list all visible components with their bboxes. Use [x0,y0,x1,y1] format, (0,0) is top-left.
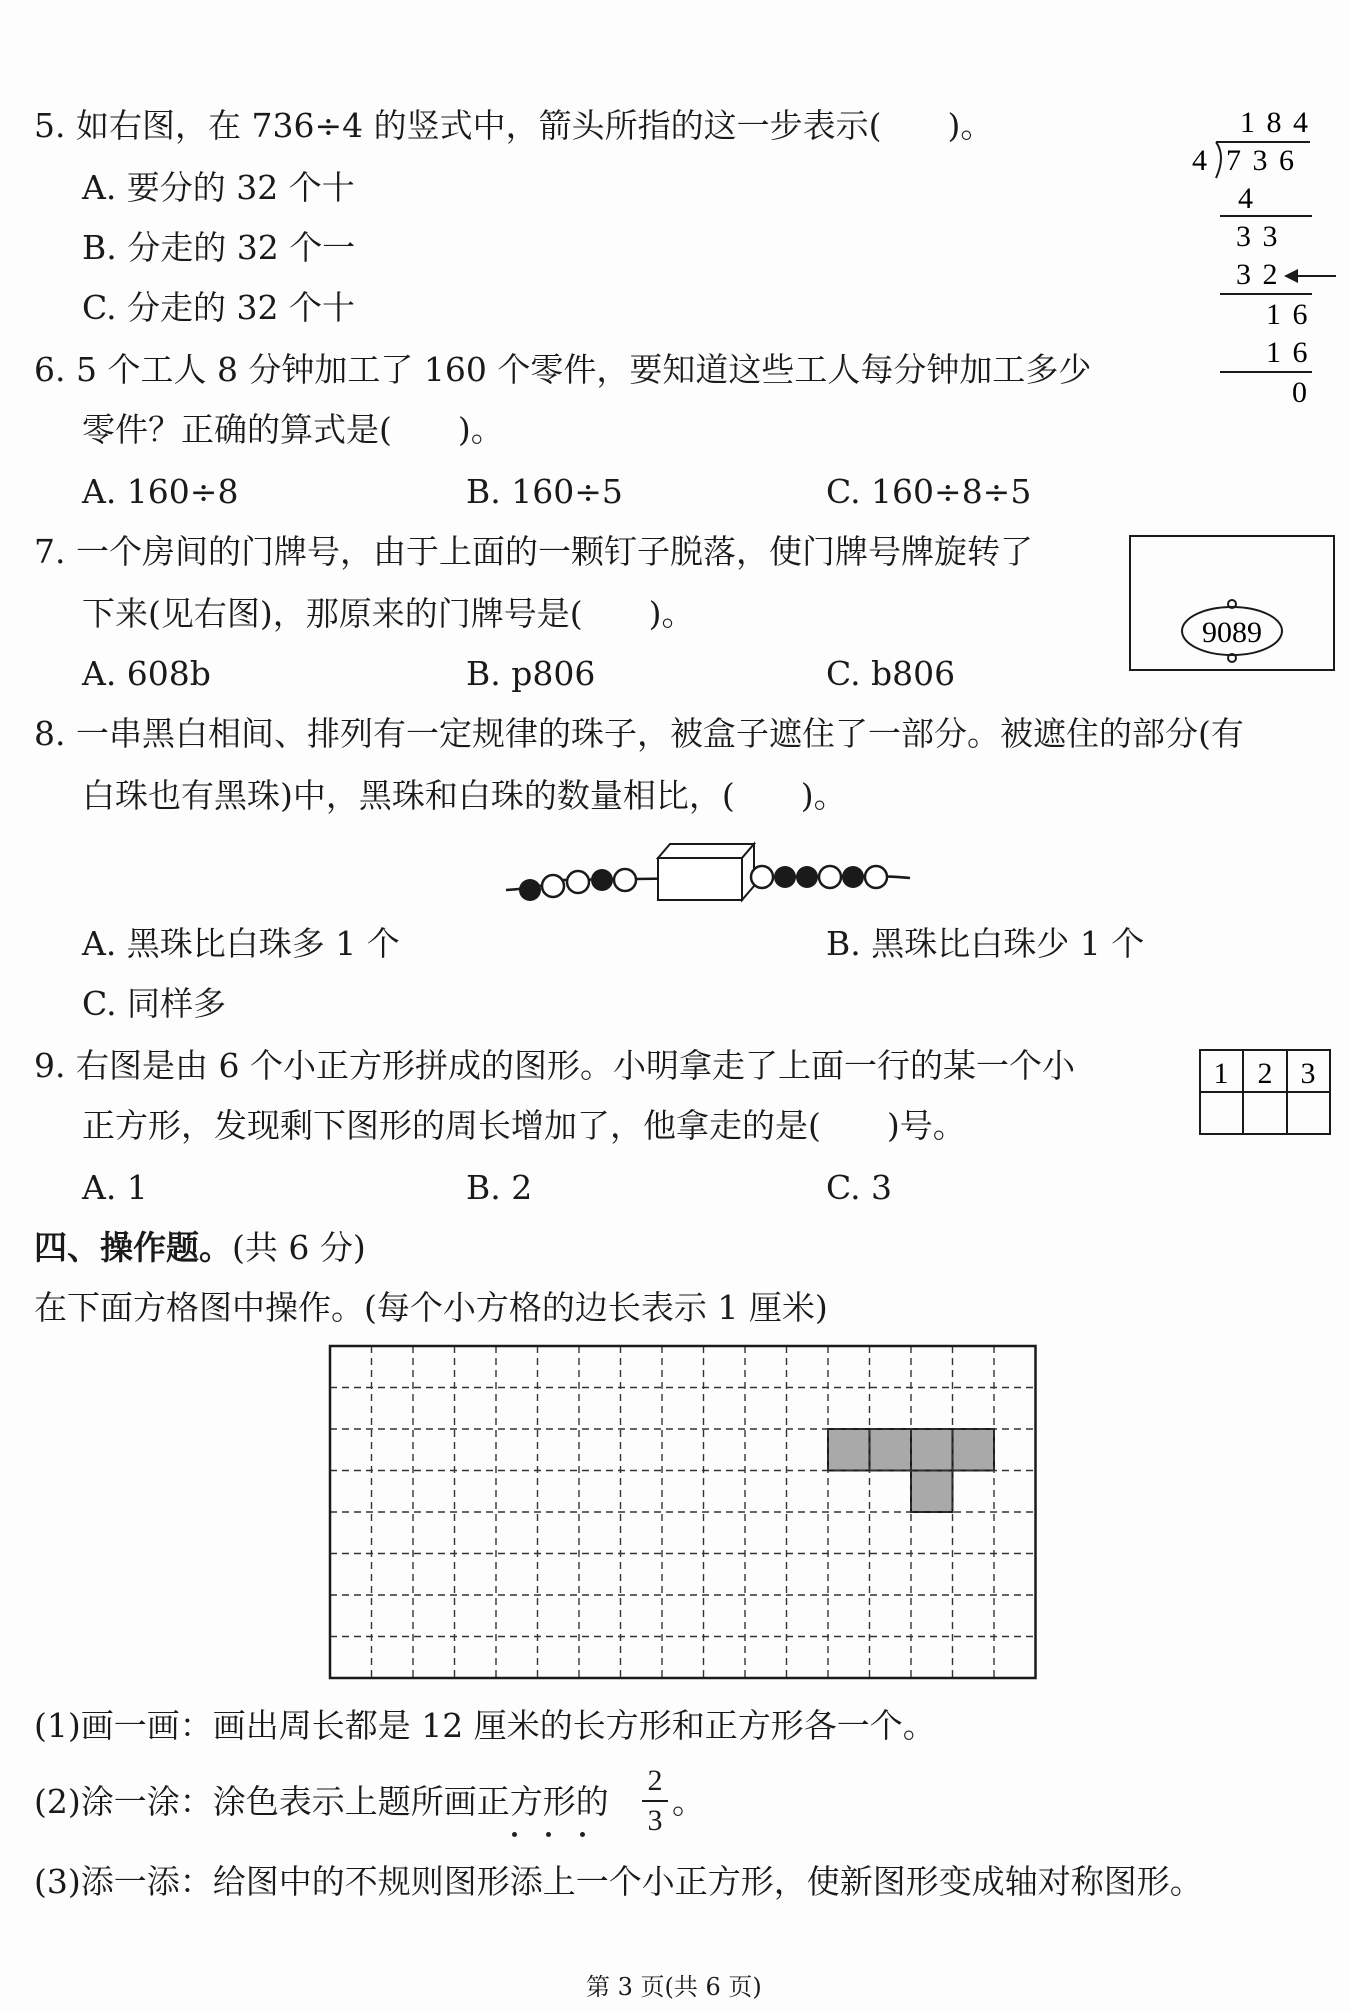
q9-option-c[interactable]: C. 3 [826,1168,893,1207]
q6-option-b[interactable]: B. 160÷5 [466,472,623,511]
task-2 [34,1782,609,1822]
six-squares-figure [1198,1048,1334,1138]
shaded-square [911,1471,953,1513]
q9-line-1: 9. 右图是由 6 个小正方形拼成的图形。小明拿走了上面一行的某一个小 [34,1046,1075,1085]
door-plate-number: 9089 [1202,616,1262,649]
division-step-5: 1 6 [1266,336,1310,369]
section-4-score: (共 6 分) [232,1228,366,1267]
arrow-icon [1284,269,1336,283]
q5-option-c[interactable]: C. 分走的 32 个十 [82,288,356,327]
page-footer: 第 3 页(共 6 页) [586,1973,762,2001]
q7-option-b[interactable]: B. p806 [466,654,596,693]
shaded-square [953,1429,995,1471]
bead-black [591,869,613,891]
shaded-square [828,1429,870,1471]
q8-option-a[interactable]: A. 黑珠比白珠多 1 个 [82,924,400,963]
bead-white [865,866,887,888]
division-dividend: 7 3 6 [1226,144,1296,177]
q8-line-1: 8. 一串黑白相间、排列有一定规律的珠子，被盒子遮住了一部分。被遮住的部分(有 [34,714,1244,753]
division-step-3: 3 2 [1236,258,1280,291]
bead-black [796,866,818,888]
q9-option-b[interactable]: B. 2 [466,1168,533,1207]
task-3: (3)添一添：给图中的不规则图形添上一个小正方形，使新图形变成轴对称图形。 [34,1862,1203,1901]
shaded-square [870,1429,912,1471]
task-2-text-after: 的 [575,1782,609,1821]
shaded-square [911,1429,953,1471]
task-2-end: 。 [672,1782,705,1821]
task-1: (1)画一画：画出周长都是 12 厘米的长方形和正方形各一个。 [34,1706,936,1745]
q5-option-a[interactable]: A. 要分的 32 个十 [82,168,355,207]
bead-white [819,866,841,888]
square-label-2: 2 [1257,1057,1273,1090]
bead-white [567,871,589,893]
q8-option-c[interactable]: C. 同样多 [82,984,227,1023]
bead-black [774,866,796,888]
q6-line-1: 6. 5 个工人 8 分钟加工了 160 个零件，要知道这些工人每分钟加工多少 [34,350,1092,389]
q5-option-b[interactable]: B. 分走的 32 个一 [82,228,356,267]
box-icon [658,844,754,900]
division-step-1: 4 [1238,182,1253,215]
bead-black [842,866,864,888]
q8-line-2: 白珠也有黑珠)中，黑珠和白珠的数量相比，( )。 [82,776,847,815]
fraction [642,1764,668,1838]
long-division-figure [1180,98,1340,418]
square-label-1: 1 [1213,1057,1229,1090]
square-label-3: 3 [1300,1057,1316,1090]
q5-stem: 5. 如右图，在 736÷4 的竖式中，箭头所指的这一步表示( )。 [34,106,994,145]
fraction-denominator: 3 [647,1804,663,1837]
q6-option-a[interactable]: A. 160÷8 [82,472,239,511]
emphasis-dot [546,1832,551,1837]
section-4-heading [34,1228,366,1268]
section-4-title: 四、操作题。 [34,1228,232,1267]
door-plate-frame [1130,536,1334,670]
bead-white [542,875,564,897]
task-2-text: (2)涂一涂：涂色表示上题所画 [34,1782,477,1821]
q6-line-2: 零件？正确的算式是( )。 [82,410,504,449]
emphasis-dot [580,1832,585,1837]
q9-option-a[interactable]: A. 1 [82,1168,148,1207]
bead-string-figure [500,830,920,920]
bead-black [519,879,541,901]
division-step-4: 1 6 [1266,298,1310,331]
division-quotient: 1 8 4 [1240,106,1310,139]
fraction-bar [642,1800,668,1802]
emphasis-dot [512,1832,517,1837]
task-2-emphasis: 正方形 [476,1782,576,1821]
division-divisor: 4 [1192,144,1207,177]
bead-white [614,869,636,891]
fraction-numerator: 2 [647,1764,663,1797]
q7-option-c[interactable]: C. b806 [826,654,956,693]
q9-line-2: 正方形，发现剩下图形的周长增加了，他拿走的是( )号。 [82,1106,966,1145]
q6-option-c[interactable]: C. 160÷8÷5 [826,472,1032,511]
square-grid[interactable] [328,1344,1038,1684]
division-remainder: 0 [1292,376,1307,409]
bead-white [751,866,773,888]
q7-option-a[interactable]: A. 608b [82,654,211,693]
q7-line-1: 7. 一个房间的门牌号，由于上面的一颗钉子脱落，使门牌号牌旋转了 [34,532,1033,571]
q8-option-b[interactable]: B. 黑珠比白珠少 1 个 [826,924,1145,963]
division-step-2: 3 3 [1236,220,1280,253]
q7-line-2: 下来(见右图)，那原来的门牌号是( )。 [82,594,695,633]
section-4-instruction: 在下面方格图中操作。(每个小方格的边长表示 1 厘米) [34,1288,828,1327]
door-plate-figure [1128,534,1338,674]
